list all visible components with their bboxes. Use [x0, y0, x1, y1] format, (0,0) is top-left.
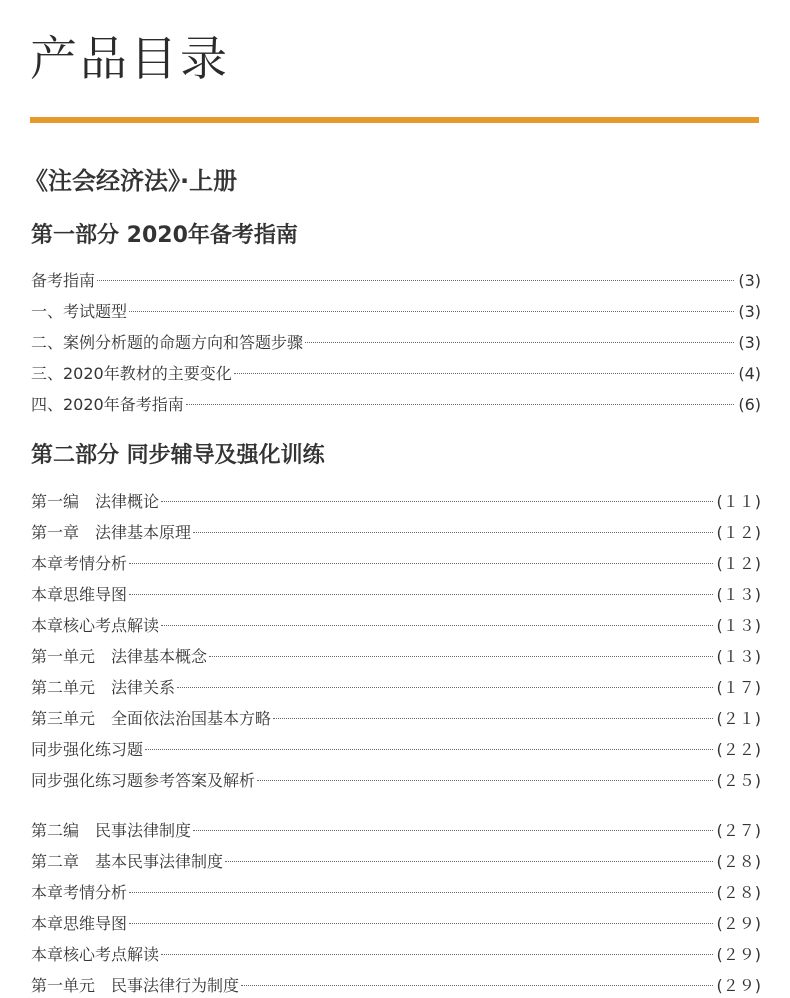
toc-page-number: (4)	[738, 364, 761, 383]
toc-page-number: (１２)	[716, 554, 761, 573]
toc-entry-label: 一、考试题型	[31, 302, 128, 321]
toc-row[interactable]	[31, 738, 761, 762]
toc-entry-label: 本章思维导图	[31, 585, 128, 604]
dot-leader	[161, 625, 712, 626]
toc-page-number: (２９)	[716, 914, 761, 933]
dot-leader	[273, 718, 712, 719]
toc-page-number: (１３)	[716, 585, 761, 604]
toc-row[interactable]	[31, 552, 761, 576]
toc-entry-label: 三、2020年教材的主要变化	[31, 364, 232, 383]
toc-entry-label: 第二章 基本民事法律制度	[31, 852, 224, 871]
toc-row[interactable]	[31, 881, 761, 905]
toc-page-number: (２８)	[716, 883, 761, 902]
toc-row[interactable]	[31, 676, 761, 700]
book-title: 《注会经济法》·上册	[24, 167, 238, 195]
toc-page-number: (２９)	[716, 976, 761, 995]
dot-leader	[161, 954, 712, 955]
dot-leader	[145, 749, 712, 750]
dot-leader	[241, 985, 712, 986]
toc-row[interactable]	[31, 769, 761, 793]
dot-leader	[129, 923, 712, 924]
toc-entry-label: 第二单元 法律关系	[31, 678, 176, 697]
toc-row[interactable]	[31, 974, 761, 998]
toc-entry-label: 第一章 法律基本原理	[31, 523, 192, 542]
toc-entry-label: 第一单元 民事法律行为制度	[31, 976, 240, 995]
toc-entry-label: 同步强化练习题	[31, 740, 144, 759]
toc-page-number: (２７)	[716, 821, 761, 840]
dot-leader	[193, 532, 712, 533]
toc-page-number: (１３)	[716, 647, 761, 666]
toc-page-number: (１１)	[716, 492, 761, 511]
dot-leader	[305, 342, 734, 343]
dot-leader	[129, 311, 734, 312]
toc-page-number: (２５)	[716, 771, 761, 790]
toc-page-number: (3)	[738, 333, 761, 352]
dot-leader	[186, 404, 735, 405]
dot-leader	[129, 594, 712, 595]
toc-entry-label: 第二编 民事法律制度	[31, 821, 192, 840]
toc-page-number: (6)	[738, 395, 761, 414]
dot-leader	[225, 861, 712, 862]
toc-entry-label: 同步强化练习题参考答案及解析	[31, 771, 256, 790]
toc-entry-label: 本章考情分析	[31, 883, 128, 902]
toc-row[interactable]	[31, 645, 761, 669]
toc-entry-label: 本章思维导图	[31, 914, 128, 933]
toc-page-number: (２８)	[716, 852, 761, 871]
toc-row[interactable]	[31, 943, 761, 967]
dot-leader	[97, 280, 734, 281]
dot-leader	[209, 656, 712, 657]
dot-leader	[129, 892, 712, 893]
toc-entry-label: 第一单元 法律基本概念	[31, 647, 208, 666]
toc-row[interactable]	[31, 300, 761, 324]
toc-entry-label: 本章核心考点解读	[31, 616, 160, 635]
dot-leader	[161, 501, 712, 502]
toc-entry-label: 备考指南	[31, 271, 96, 290]
toc-row[interactable]	[31, 393, 761, 417]
toc-row[interactable]	[31, 362, 761, 386]
toc-row[interactable]	[31, 707, 761, 731]
toc-row[interactable]	[31, 819, 761, 843]
toc-entry-label: 二、案例分析题的命题方向和答题步骤	[31, 333, 304, 352]
toc-page-number: (3)	[738, 302, 761, 321]
toc-row[interactable]	[31, 331, 761, 355]
toc-page-number: (２２)	[716, 740, 761, 759]
toc-page-number: (２９)	[716, 945, 761, 964]
toc-row[interactable]	[31, 521, 761, 545]
toc-row[interactable]	[31, 912, 761, 936]
dot-leader	[177, 687, 712, 688]
page-title: 产品目录	[30, 32, 230, 87]
toc-row[interactable]	[31, 850, 761, 874]
dot-leader	[257, 780, 712, 781]
part-heading-2: 第二部分 同步辅导及强化训练	[31, 443, 325, 468]
toc-page-number: (１７)	[716, 678, 761, 697]
toc-page-number: (１３)	[716, 616, 761, 635]
part-heading-1: 第一部分 2020年备考指南	[31, 223, 298, 248]
toc-entry-label: 本章考情分析	[31, 554, 128, 573]
toc-row[interactable]	[31, 490, 761, 514]
toc-page-number: (１２)	[716, 523, 761, 542]
toc-row[interactable]	[31, 614, 761, 638]
toc-entry-label: 四、2020年备考指南	[31, 395, 184, 414]
toc-entry-label: 第一编 法律概论	[31, 492, 160, 511]
dot-leader	[129, 563, 712, 564]
dot-leader	[193, 830, 712, 831]
dot-leader	[234, 373, 735, 374]
toc-entry-label: 本章核心考点解读	[31, 945, 160, 964]
toc-page-number: (２１)	[716, 709, 761, 728]
toc-row[interactable]	[31, 583, 761, 607]
toc-entry-label: 第三单元 全面依法治国基本方略	[31, 709, 272, 728]
toc-row[interactable]	[31, 269, 761, 293]
toc-page-number: (3)	[738, 271, 761, 290]
